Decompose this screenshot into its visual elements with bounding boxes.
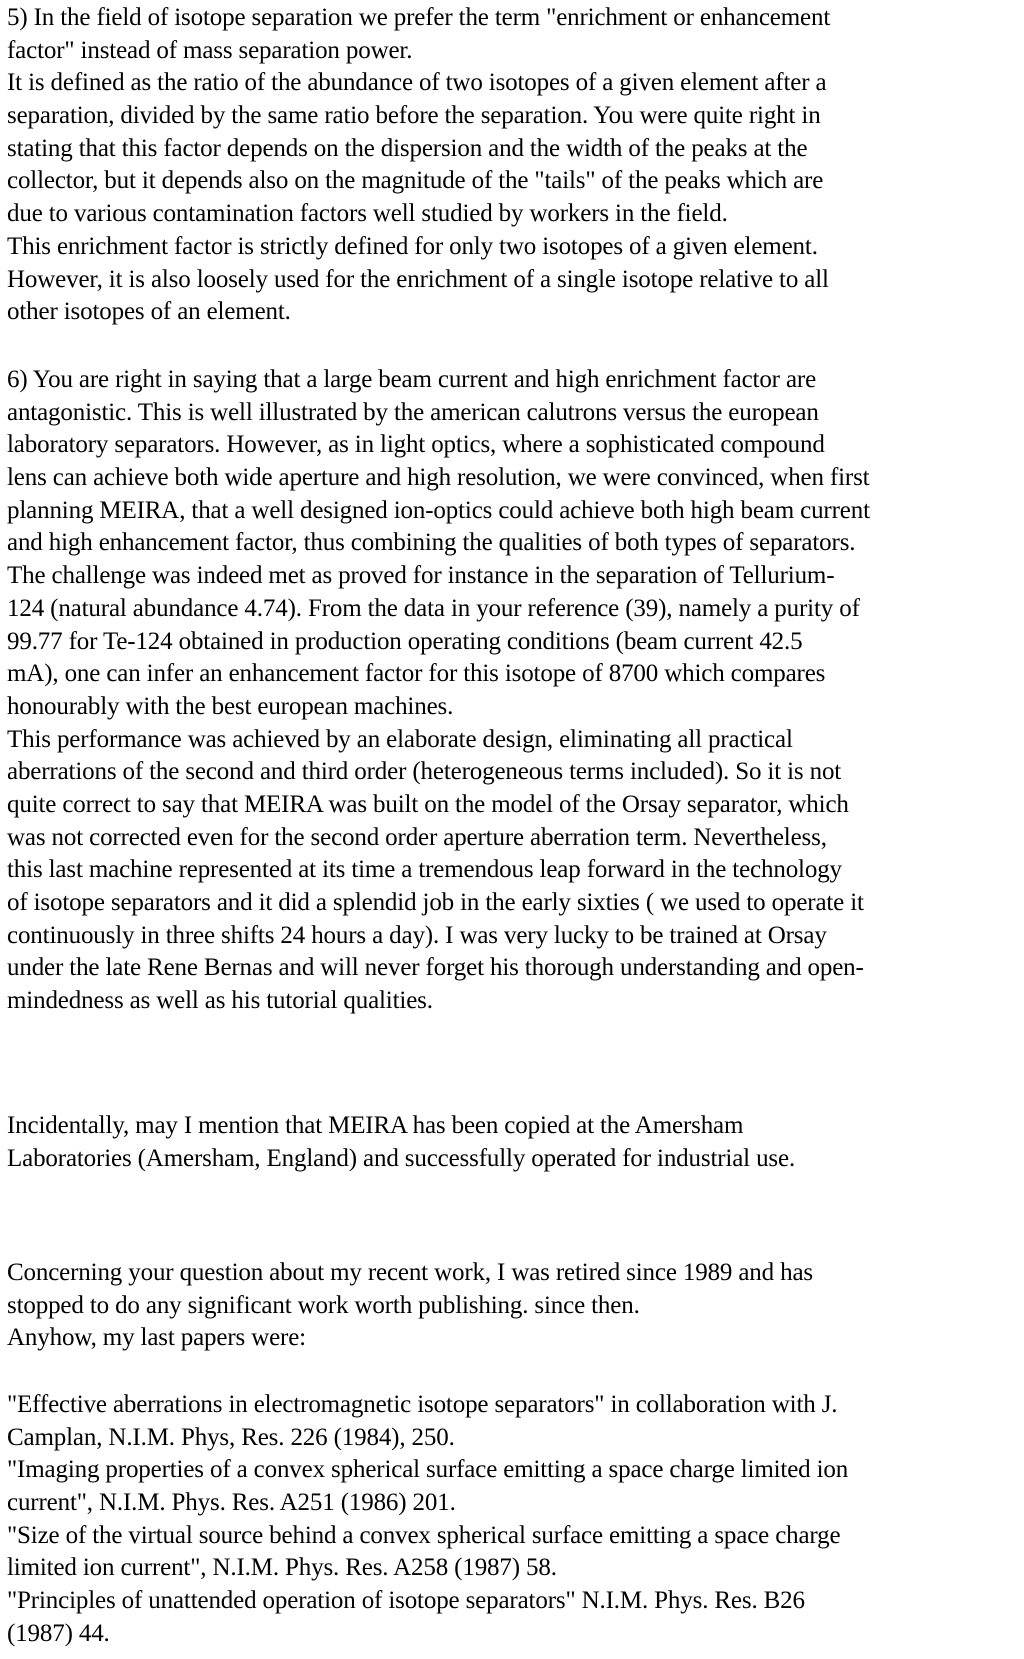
letter-page [7, 0, 1019, 1659]
text-line: 124 (natural abundance 4.74). From the data in your reference (39), namely a purity of [7, 594, 860, 622]
text-line: stating that this factor depends on the dispersion and the width of the peaks at the [7, 134, 808, 162]
text-line: "Principles of unattended operation of isotope separators" N.I.M. Phys. Res. B26 [7, 1587, 805, 1615]
text-line: of isotope separators and it did a splendid job in the early sixties ( we used to operate it [7, 889, 864, 916]
text-line: laboratory separators. However, as in light optics, where a sophisticated compound [7, 431, 825, 459]
text-line: due to various contamination factors well studied by workers in the field. [7, 200, 728, 228]
text-line: However, it is also loosely used for the enrichment of a single isotope relative to all [7, 265, 829, 293]
text-line: Concerning your question about my recent work, I was retired since 1989 and has [7, 1259, 813, 1286]
text-line: "Size of the virtual source behind a convex spherical surface emitting a space charge [7, 1521, 841, 1549]
text-line: mA), one can infer an enhancement factor for this isotope of 8700 which compares [7, 660, 826, 688]
text-line: planning MEIRA, that a well designed ion-optics could achieve both high beam current [7, 496, 870, 524]
text-line: quite correct to say that MEIRA was built on the model of the Orsay separator, which [7, 790, 849, 818]
text-line: collector, but it depends also on the magnitude of the "tails" of the peaks which are [7, 167, 824, 195]
text-line: separation, divided by the same ratio before the separation. You were quite right in [7, 102, 821, 130]
paragraph-item-6 [7, 364, 870, 1018]
text-line: 99.77 for Te-124 obtained in production operating conditions (beam current 42.5 [7, 627, 803, 655]
text-line: "Imaging properties of a convex spherical surface emitting a space charge limited ion [7, 1456, 849, 1484]
text-line: current", N.I.M. Phys. Res. A251 (1986) 201. [7, 1489, 456, 1517]
text-line: Incidentally, may I mention that MEIRA has been copied at the Amersham [7, 1112, 744, 1139]
text-line: antagonistic. This is well illustrated by the american calutrons versus the european [7, 398, 819, 426]
text-line: Camplan, N.I.M. Phys, Res. 226 (1984), 250. [7, 1423, 455, 1451]
text-line: this last machine represented at its time a tremendous leap forward in the technology [7, 856, 842, 884]
text-line: "Effective aberrations in electromagnetic isotope separators" in collaboration with J. [7, 1391, 838, 1418]
text-line: stopped to do any significant work worth publishing. since then. [7, 1291, 640, 1319]
text-line: The challenge was indeed met as proved for instance in the separation of Tellurium- [7, 562, 835, 590]
text-line: This performance was achieved by an elaborate design, eliminating all practical [7, 725, 793, 753]
text-line: honourably with the best european machines. [7, 692, 454, 720]
paragraph-recent-work [7, 1257, 813, 1355]
text-line: Laboratories (Amersham, England) and successfully operated for industrial use. [7, 1144, 796, 1172]
text-line: was not corrected even for the second order aperture aberration term. Nevertheless, [7, 823, 827, 851]
text-line: continuously in three shifts 24 hours a day). I was very lucky to be trained at Orsay [7, 921, 827, 949]
text-line: 6) You are right in saying that a large beam current and high enrichment factor are [7, 366, 817, 393]
text-line: It is defined as the ratio of the abundance of two isotopes of a given element after a [7, 69, 827, 97]
text-line: limited ion current", N.I.M. Phys. Res. A258 (1987) 58. [7, 1554, 557, 1582]
text-line: (1987) 44. [7, 1619, 110, 1647]
text-line: This enrichment factor is strictly defined for only two isotopes of a given element. [7, 232, 818, 260]
text-line: and high enhancement factor, thus combining the qualities of both types of separators. [7, 529, 856, 557]
text-line: under the late Rene Bernas and will never forget his thorough understanding and open- [7, 954, 864, 982]
paragraph-item-5 [7, 2, 830, 329]
paper-list [7, 1389, 848, 1651]
paragraph-incidentally [7, 1110, 795, 1175]
text-line: 5) In the field of isotope separation we prefer the term "enrichment or enhancement [7, 4, 831, 31]
text-line: mindedness as well as his tutorial qualities. [7, 987, 433, 1015]
text-line: factor" instead of mass separation power. [7, 36, 413, 64]
text-line: lens can achieve both wide aperture and high resolution, we were convinced, when first [7, 464, 870, 492]
text-line: Anyhow, my last papers were: [7, 1324, 306, 1352]
text-line: other isotopes of an element. [7, 298, 291, 326]
text-line: aberrations of the second and third order (heterogeneous terms included). So it is not [7, 758, 842, 786]
